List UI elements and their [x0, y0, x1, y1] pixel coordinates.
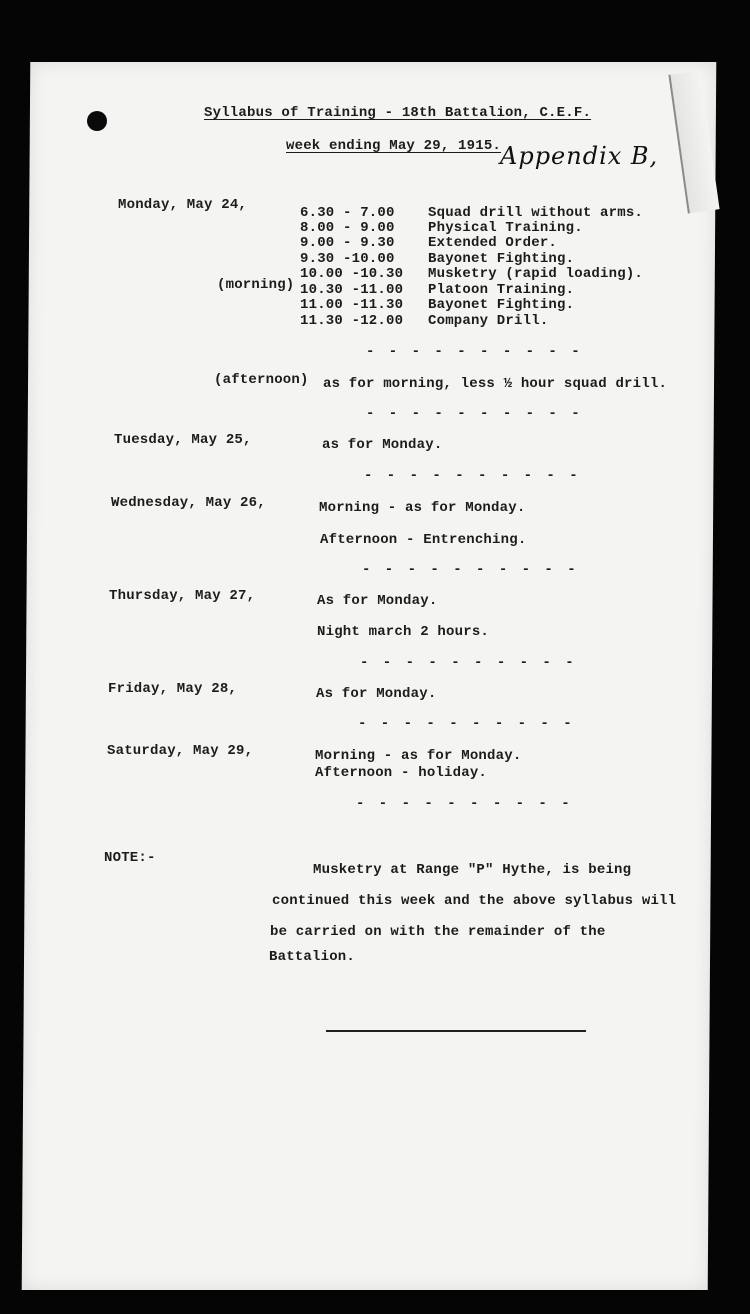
- separator: - - - - - - - - - -: [366, 406, 583, 422]
- separator: - - - - - - - - - -: [362, 562, 579, 578]
- separator: - - - - - - - - - -: [366, 344, 583, 360]
- day-label-friday: Friday, May 28,: [108, 681, 238, 697]
- schedule-activity: Bayonet Fighting.: [428, 297, 575, 313]
- day-schedule: Night march 2 hours.: [317, 624, 490, 640]
- separator: - - - - - - - - - -: [364, 468, 581, 484]
- separator: - - - - - - - - - -: [356, 796, 573, 812]
- separator: - - - - - - - - - -: [360, 655, 577, 671]
- day-schedule: As for Monday.: [316, 686, 437, 702]
- schedule-time: 11.30 -12.00: [300, 313, 404, 329]
- schedule-activity: Bayonet Fighting.: [428, 251, 575, 267]
- day-label-monday: Monday, May 24,: [118, 197, 248, 213]
- afternoon-schedule: as for morning, less ½ hour squad drill.: [323, 376, 668, 392]
- session-label-morning: (morning): [217, 277, 295, 293]
- document-subtitle: week ending May 29, 1915.: [286, 138, 502, 154]
- schedule-time: 8.00 - 9.00: [300, 220, 395, 236]
- note-line: Battalion.: [269, 949, 356, 965]
- schedule-time: 9.00 - 9.30: [300, 235, 395, 251]
- punch-hole: [87, 111, 107, 131]
- schedule-activity: Physical Training.: [428, 220, 583, 236]
- day-schedule: Afternoon - holiday.: [315, 765, 488, 781]
- note-line: be carried on with the remainder of the: [270, 924, 606, 940]
- schedule-activity: Squad drill without arms.: [428, 205, 644, 221]
- day-schedule: as for Monday.: [322, 437, 443, 453]
- note-line: continued this week and the above syllabus will: [272, 893, 677, 909]
- day-label-thursday: Thursday, May 27,: [109, 588, 256, 604]
- day-label-wednesday: Wednesday, May 26,: [111, 495, 266, 511]
- day-schedule: Morning - as for Monday.: [319, 500, 526, 516]
- schedule-activity: Platoon Training.: [428, 282, 575, 298]
- handwritten-annotation: Appendix B,: [500, 142, 659, 170]
- day-label-saturday: Saturday, May 29,: [107, 743, 254, 759]
- day-schedule: Afternoon - Entrenching.: [320, 532, 527, 548]
- schedule-time: 11.00 -11.30: [300, 297, 404, 313]
- document-title: Syllabus of Training - 18th Battalion, C.E.F.: [204, 105, 592, 121]
- note-label: NOTE:-: [104, 850, 156, 866]
- note-line: Musketry at Range "P" Hythe, is being: [313, 862, 632, 878]
- signature-line: [326, 1030, 586, 1032]
- schedule-time: 9.30 -10.00: [300, 251, 395, 267]
- schedule-time: 10.00 -10.30: [300, 266, 404, 282]
- schedule-time: 6.30 - 7.00: [300, 205, 395, 221]
- session-label-afternoon: (afternoon): [214, 372, 309, 388]
- day-schedule: As for Monday.: [317, 593, 438, 609]
- day-label-tuesday: Tuesday, May 25,: [114, 432, 252, 448]
- schedule-activity: Musketry (rapid loading).: [428, 266, 644, 282]
- day-schedule: Morning - as for Monday.: [315, 748, 522, 764]
- schedule-activity: Company Drill.: [428, 313, 549, 329]
- schedule-time: 10.30 -11.00: [300, 282, 404, 298]
- schedule-activity: Extended Order.: [428, 235, 558, 251]
- separator: - - - - - - - - - -: [358, 716, 575, 732]
